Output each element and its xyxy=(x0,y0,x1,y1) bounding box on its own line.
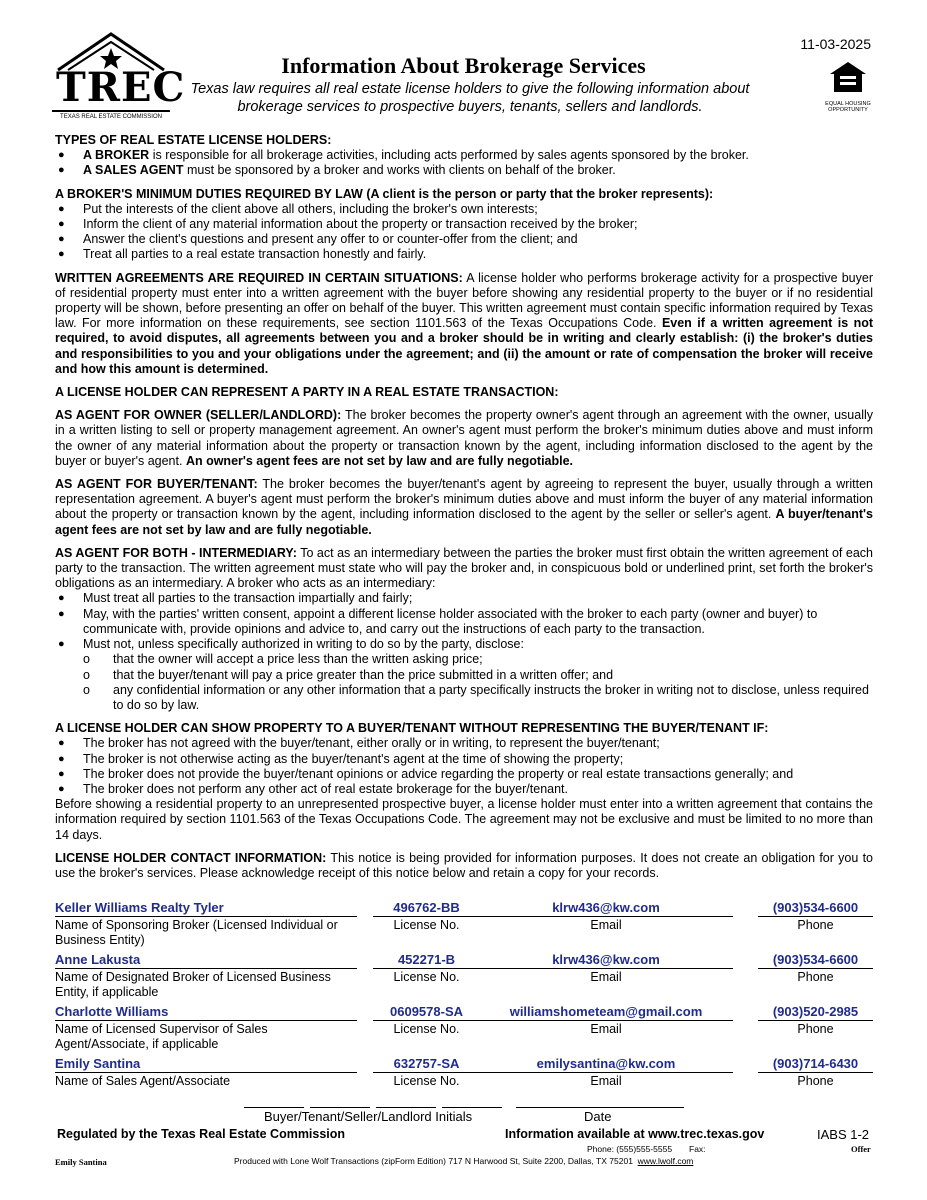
license-field[interactable]: 452271-B xyxy=(373,951,480,969)
list-item: o any confidential information or any other information that a party specifically instructs the broker in writing not to disclose, unless required to do so by law. xyxy=(55,683,873,713)
list-item: ● Put the interests of the client above all others, including the broker's own interests; xyxy=(55,202,873,217)
field-label: Name of Sales Agent/Associate xyxy=(55,1074,231,1088)
list-item: ● Answer the client's questions and present any offer to or counter-offer from the client; and xyxy=(55,232,873,247)
equal-housing-icon xyxy=(828,60,868,94)
footer-agent-name: Emily Santina xyxy=(55,1157,107,1167)
supervisor-name-field[interactable]: Charlotte Williams xyxy=(55,1003,357,1021)
field-label: Phone xyxy=(797,918,834,932)
phone-field[interactable]: (903)714-6430 xyxy=(758,1055,873,1073)
logo-text: TREC xyxy=(56,64,186,111)
buyer-agent-paragraph: AS AGENT FOR BUYER/TENANT: The broker becomes the buyer/tenant's agent by agreeing to represent the buyer, usually through a written representation agreement. A buyer's agent must perform the broker's minimum duties above and must inform the buyer of any material information about the property or transaction known by the agent, including information disclosed to the agent by the seller or seller's agent. A buyer/tenant's agent fees are not set by law and are fully negotiable. xyxy=(55,477,874,537)
intermediary-paragraph: AS AGENT FOR BOTH - INTERMEDIARY: To act as an intermediary between the parties the broker must first obtain the written agreement of each party to the transaction. The written agreement must state who will pay the broker and, in conspicuous bold or underlined print, set forth the broker's obligations as an intermediary. A broker who acts as an intermediary: xyxy=(55,545,873,591)
document-body xyxy=(55,133,873,881)
duties-list xyxy=(55,202,873,263)
intermediary-list xyxy=(55,591,873,652)
field-label: License No. xyxy=(393,1074,460,1088)
list-item: ● May, with the parties' written consent, appoint a different license holder associated with the broker to each party (owner and buyer) to communicate with, provide opinions and advice to, and carry out the instructions of each party to the transaction. xyxy=(55,607,873,637)
list-item: ● Must treat all parties to the transaction impartially and fairly; xyxy=(55,591,873,606)
license-field[interactable]: 0609578-SA xyxy=(373,1003,480,1021)
trec-info-link: Information available at www.trec.texas.gov xyxy=(505,1127,765,1141)
email-field[interactable]: williamshometeam@gmail.com xyxy=(479,1003,733,1021)
contact-row-sponsoring-broker xyxy=(55,899,873,947)
list-item: ● A BROKER is responsible for all brokerage activities, including acts performed by sales agents sponsored by the broker. xyxy=(55,148,873,163)
owner-agent-paragraph: AS AGENT FOR OWNER (SELLER/LANDLORD): The broker becomes the property owner's agent through an agreement with the owner, usually in a written listing to sell or property management agreement. An owner's agent must perform the broker's minimum duties above and must inform the owner of any material information about the property or transaction known by the agent, including information disclosed to the agent by the buyer or buyer's agent. An owner's agent fees are not set by law and are fully negotiable. xyxy=(55,408,873,468)
initials-line-4[interactable] xyxy=(442,1106,502,1108)
footer-phone: Phone: (555)555-5555 xyxy=(587,1144,673,1154)
initials-line-1[interactable] xyxy=(244,1106,304,1108)
list-item: ● The broker has not agreed with the buyer/tenant, either orally or in writing, to represent the buyer/tenant; xyxy=(55,736,873,751)
field-label: Phone xyxy=(797,1022,834,1036)
field-label: Name of Sponsoring Broker (Licensed Individual or Business Entity) xyxy=(55,918,338,947)
field-label: Email xyxy=(590,1074,622,1088)
form-id: IABS 1-2 xyxy=(817,1127,870,1142)
email-field[interactable]: klrw436@kw.com xyxy=(479,899,733,917)
phone-field[interactable]: (903)534-6600 xyxy=(758,899,873,917)
field-label: Email xyxy=(590,1022,622,1036)
list-item: ● Treat all parties to a real estate transaction honestly and fairly. xyxy=(55,247,873,262)
written-agreements-paragraph: WRITTEN AGREEMENTS ARE REQUIRED IN CERTAIN SITUATIONS: A license holder who performs brokerage activity for a prospective buyer of residential property must enter into a written agreement with the buyer before showing any residential property to the buyer or if no residential property will be shown, before presenting an offer on behalf of the buyer. This written agreement must contain specific information required by Texas law. For more information on these requirements, see section 1101.563 of the Texas Occupations Code. Even if a written agreement is not required, to avoid disputes, all agreements between you and a broker should be in writing and clearly establish: (i) the broker's duties and responsibilities to you and your obligations under the agreement; and (ii) the amount or rate of compensation the broker will receive and how this amount is determined. xyxy=(55,270,874,376)
produced-by: Produced with Lone Wolf Transactions (zipForm Edition) 717 N Harwood St, Suite 2200, Dallas, TX 75201 www.lwolf.com xyxy=(234,1156,694,1166)
list-item: o that the buyer/tenant will pay a price greater than the price submitted in a written offer; and xyxy=(55,668,873,683)
list-item: ● Must not, unless specifically authorized in writing to do so by the party, disclose: xyxy=(55,637,873,652)
contact-row-designated-broker xyxy=(55,951,873,999)
list-item: ● Inform the client of any material information about the property or transaction received by the broker; xyxy=(55,217,873,232)
initials-line-2[interactable] xyxy=(310,1106,370,1108)
list-item: ● A SALES AGENT must be sponsored by a broker and works with clients on behalf of the broker. xyxy=(55,163,873,178)
field-label: Name of Designated Broker of Licensed Business Entity, if applicable xyxy=(55,970,331,999)
represent-heading: A LICENSE HOLDER CAN REPRESENT A PARTY IN A REAL ESTATE TRANSACTION: xyxy=(55,385,559,400)
show-property-list xyxy=(55,736,873,797)
regulated-by: Regulated by the Texas Real Estate Commission xyxy=(57,1127,346,1141)
show-property-heading: A LICENSE HOLDER CAN SHOW PROPERTY TO A BUYER/TENANT WITHOUT REPRESENTING THE BUYER/TENANT IF: xyxy=(55,721,769,736)
email-field[interactable]: klrw436@kw.com xyxy=(479,951,733,969)
types-heading: TYPES OF REAL ESTATE LICENSE HOLDERS: xyxy=(55,133,332,147)
page-subtitle: Texas law requires all real estate license holders to give the following information about brokerage services to prospective buyers, tenants, sellers and landlords. xyxy=(190,81,750,115)
list-item: ● The broker does not provide the buyer/tenant opinions or advice regarding the property or real estate transactions generally; and xyxy=(55,767,873,782)
equal-housing-logo xyxy=(820,60,876,113)
equal-housing-caption: EQUAL HOUSING OPPORTUNITY xyxy=(825,101,871,113)
field-label: Phone xyxy=(797,970,834,984)
list-item: ● The broker is not otherwise acting as the buyer/tenant's agent at the time of showing the property; xyxy=(55,752,873,767)
contact-row-sales-agent xyxy=(55,1055,873,1099)
date-label: Date xyxy=(584,1109,612,1124)
list-item: o that the owner will accept a price less than the written asking price; xyxy=(55,652,873,667)
field-label: Email xyxy=(590,918,622,932)
list-item: ● The broker does not perform any other act of real estate brokerage for the buyer/tenant. xyxy=(55,782,873,797)
email-field[interactable]: emilysantina@kw.com xyxy=(479,1055,733,1073)
agent-name-field[interactable]: Emily Santina xyxy=(55,1055,357,1073)
show-property-after: Before showing a residential property to an unrepresented prospective buyer, a license holder must enter into a written agreement that contains the information required by section 1101.563 of the Texas Occupations Code. The agreement may not be exclusive and must be limited to no more than 14 days. xyxy=(55,797,873,842)
initials-line-3[interactable] xyxy=(376,1106,436,1108)
page-title: Information About Brokerage Services xyxy=(281,53,646,78)
contact-info-paragraph: LICENSE HOLDER CONTACT INFORMATION: This notice is being provided for information purposes. It does not create an obligation for you to use the broker's services. Please acknowledge receipt of this notice below and retain a copy for your records. xyxy=(55,850,873,880)
logo-subtext: TEXAS REAL ESTATE COMMISSION xyxy=(52,110,170,120)
field-label: Name of Licensed Supervisor of Sales Agent/Associate, if applicable xyxy=(55,1022,268,1051)
lwolf-link[interactable]: www.lwolf.com xyxy=(637,1156,694,1166)
field-label: License No. xyxy=(393,918,460,932)
initials-label: Buyer/Tenant/Seller/Landlord Initials xyxy=(264,1109,473,1124)
field-label: Email xyxy=(590,970,622,984)
date-line[interactable] xyxy=(516,1106,684,1108)
duties-heading: A BROKER'S MINIMUM DUTIES REQUIRED BY LAW (A client is the person or party that the broker represents): xyxy=(55,186,714,201)
field-label: Phone xyxy=(797,1074,834,1088)
intermediary-sublist xyxy=(55,652,873,713)
license-field[interactable]: 632757-SA xyxy=(373,1055,480,1073)
field-label: License No. xyxy=(393,1022,460,1036)
phone-field[interactable]: (903)534-6600 xyxy=(758,951,873,969)
footer-fax: Fax: xyxy=(689,1144,706,1154)
types-list xyxy=(55,148,873,178)
broker-name-field[interactable]: Anne Lakusta xyxy=(55,951,357,969)
phone-field[interactable]: (903)520-2985 xyxy=(758,1003,873,1021)
contact-row-supervisor xyxy=(55,1003,873,1051)
form-date: 11-03-2025 xyxy=(800,36,871,52)
license-field[interactable]: 496762-BB xyxy=(373,899,480,917)
field-label: License No. xyxy=(393,970,460,984)
broker-name-field[interactable]: Keller Williams Realty Tyler xyxy=(55,899,357,917)
form-name: Offer xyxy=(851,1144,871,1154)
